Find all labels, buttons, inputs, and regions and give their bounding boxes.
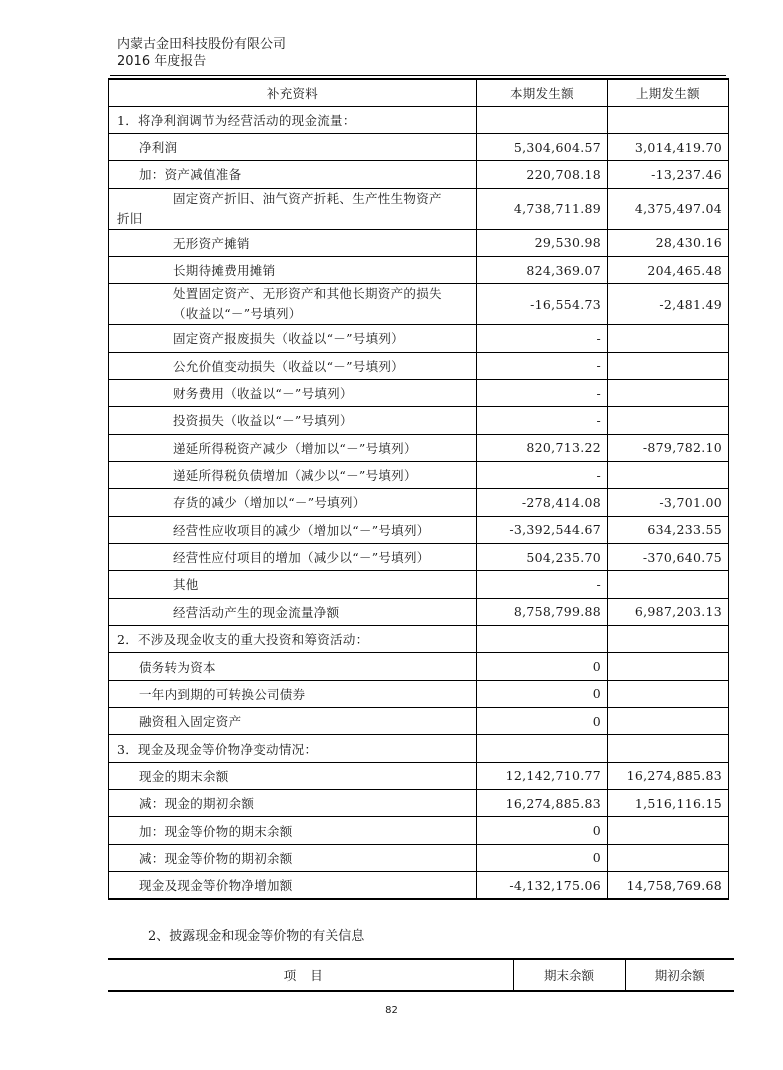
table-row (109, 543, 729, 570)
current-period-value (477, 106, 608, 133)
table-row (109, 256, 729, 283)
table-row (109, 872, 729, 899)
current-period-value: 16,274,885.83 (477, 790, 608, 817)
prior-period-value (608, 735, 729, 762)
row-label: 无形资产摊销 (109, 229, 477, 256)
prior-period-value: -3,701.00 (608, 489, 729, 516)
col-header-item: 补充资料 (109, 79, 477, 106)
row-label: 净利润 (109, 133, 477, 160)
row-label: 经营活动产生的现金流量净额 (109, 598, 477, 625)
current-period-value (477, 735, 608, 762)
page-number: 82 (385, 1005, 398, 1016)
prior-period-value (608, 817, 729, 844)
prior-period-value: 3,014,419.70 (608, 133, 729, 160)
prior-period-value (608, 379, 729, 406)
current-period-value: 220,708.18 (477, 161, 608, 188)
prior-period-value: 4,375,497.04 (608, 188, 729, 229)
current-period-value: - (477, 461, 608, 488)
row-label: 其他 (109, 571, 477, 598)
table-row (109, 598, 729, 625)
prior-period-value (608, 461, 729, 488)
prior-period-value: 1,516,116.15 (608, 790, 729, 817)
prior-period-value (608, 653, 729, 680)
col-header-prior: 上期发生额 (608, 79, 729, 106)
prior-period-value (608, 106, 729, 133)
current-period-value: 29,530.98 (477, 229, 608, 256)
current-period-value: 0 (477, 817, 608, 844)
row-label (109, 284, 477, 325)
row-label (109, 188, 477, 229)
prior-period-value (608, 325, 729, 352)
prior-period-value: 16,274,885.83 (608, 762, 729, 789)
prior-period-value: -879,782.10 (608, 434, 729, 461)
row-label: 固定资产报废损失（收益以“－”号填列） (109, 325, 477, 352)
table-header-row (109, 79, 729, 106)
current-period-value: 8,758,799.88 (477, 598, 608, 625)
prior-period-value: -2,481.49 (608, 284, 729, 325)
table-row (109, 735, 729, 762)
row-label: 经营性应付项目的增加（减少以“－”号填列） (109, 543, 477, 570)
prior-period-value: 6,987,203.13 (608, 598, 729, 625)
row-label: 融资租入固定资产 (109, 708, 477, 735)
table-row (109, 653, 729, 680)
row-label: 长期待摊费用摊销 (109, 256, 477, 283)
prior-period-value: -370,640.75 (608, 543, 729, 570)
current-period-value (477, 626, 608, 653)
row-label: 2．不涉及现金收支的重大投资和筹资活动： (109, 626, 477, 653)
table-row (109, 229, 729, 256)
prior-period-value (608, 844, 729, 871)
table-row (109, 133, 729, 160)
current-period-value: 820,713.22 (477, 434, 608, 461)
table-row (109, 680, 729, 707)
prior-period-value (608, 352, 729, 379)
table-row (109, 352, 729, 379)
current-period-value: -4,132,175.06 (477, 872, 608, 899)
table-row (109, 106, 729, 133)
row-label: 现金及现金等价物净增加额 (109, 872, 477, 899)
table-row (109, 379, 729, 406)
row-label-line1: 固定资产折旧、油气资产折耗、生产性生物资产 (173, 190, 442, 206)
table-header-row (108, 959, 734, 991)
table-row (109, 489, 729, 516)
table-body (109, 106, 729, 899)
document-header (117, 36, 286, 70)
prior-period-value: 14,758,769.68 (608, 872, 729, 899)
prior-period-value: -13,237.46 (608, 161, 729, 188)
table-row (109, 161, 729, 188)
prior-period-value (608, 708, 729, 735)
current-period-value: 4,738,711.89 (477, 188, 608, 229)
current-period-value: - (477, 407, 608, 434)
table-row (109, 188, 729, 229)
header-divider (110, 75, 726, 76)
current-period-value: 0 (477, 653, 608, 680)
row-label-line1: 处置固定资产、无形资产和其他长期资产的损失 (173, 286, 442, 302)
prior-period-value (608, 626, 729, 653)
row-label: 减：现金的期初余额 (109, 790, 477, 817)
table-row (109, 407, 729, 434)
current-period-value: - (477, 352, 608, 379)
table-row (109, 516, 729, 543)
row-label-line2: （收益以“－”号填列） (173, 306, 302, 322)
cash-flow-supplement-table (108, 78, 729, 900)
table-row (109, 844, 729, 871)
row-label: 财务费用（收益以“－”号填列） (109, 379, 477, 406)
prior-period-value: 634,233.55 (608, 516, 729, 543)
row-label: 经营性应收项目的减少（增加以“－”号填列） (109, 516, 477, 543)
col-header-end-balance: 期末余额 (513, 959, 625, 991)
prior-period-value (608, 571, 729, 598)
current-period-value: - (477, 571, 608, 598)
current-period-value: - (477, 379, 608, 406)
row-label: 加：资产减值准备 (109, 161, 477, 188)
current-period-value: 0 (477, 708, 608, 735)
col-header-begin-balance: 期初余额 (625, 959, 734, 991)
current-period-value: 0 (477, 680, 608, 707)
table-row (109, 817, 729, 844)
row-label: 一年内到期的可转换公司债券 (109, 680, 477, 707)
current-period-value: 504,235.70 (477, 543, 608, 570)
row-label: 加：现金等价物的期末余额 (109, 817, 477, 844)
prior-period-value: 28,430.16 (608, 229, 729, 256)
company-name: 内蒙古金田科技股份有限公司 (117, 37, 287, 52)
table-row (109, 571, 729, 598)
report-title: 2016 年度报告 (117, 54, 207, 69)
current-period-value: -3,392,544.67 (477, 516, 608, 543)
col-header-item: 项目 (108, 959, 513, 991)
row-label: 递延所得税资产减少（增加以“－”号填列） (109, 434, 477, 461)
row-label: 存货的减少（增加以“－”号填列） (109, 489, 477, 516)
prior-period-value: 204,465.48 (608, 256, 729, 283)
table-row (109, 325, 729, 352)
current-period-value: 12,142,710.77 (477, 762, 608, 789)
current-period-value: -16,554.73 (477, 284, 608, 325)
row-label: 递延所得税负债增加（减少以“－”号填列） (109, 461, 477, 488)
row-label: 债务转为资本 (109, 653, 477, 680)
section2-title: 2、披露现金和现金等价物的有关信息 (148, 929, 365, 944)
table-row (109, 434, 729, 461)
row-label: 投资损失（收益以“－”号填列） (109, 407, 477, 434)
current-period-value: -278,414.08 (477, 489, 608, 516)
row-label: 现金的期末余额 (109, 762, 477, 789)
row-label: 公允价值变动损失（收益以“－”号填列） (109, 352, 477, 379)
table-row (109, 790, 729, 817)
col-header-current: 本期发生额 (477, 79, 608, 106)
row-label: 减：现金等价物的期初余额 (109, 844, 477, 871)
table-row (109, 626, 729, 653)
table-row (109, 284, 729, 325)
prior-period-value (608, 680, 729, 707)
current-period-value: 5,304,604.57 (477, 133, 608, 160)
table-row (109, 762, 729, 789)
table-row (109, 708, 729, 735)
current-period-value: 0 (477, 844, 608, 871)
current-period-value: 824,369.07 (477, 256, 608, 283)
prior-period-value (608, 407, 729, 434)
row-label: 3．现金及现金等价物净变动情况： (109, 735, 477, 762)
table-row (109, 461, 729, 488)
cash-equivalents-table (108, 958, 734, 992)
row-label: 1．将净利润调节为经营活动的现金流量： (109, 106, 477, 133)
current-period-value: - (477, 325, 608, 352)
row-label-line2: 折旧 (117, 210, 143, 226)
